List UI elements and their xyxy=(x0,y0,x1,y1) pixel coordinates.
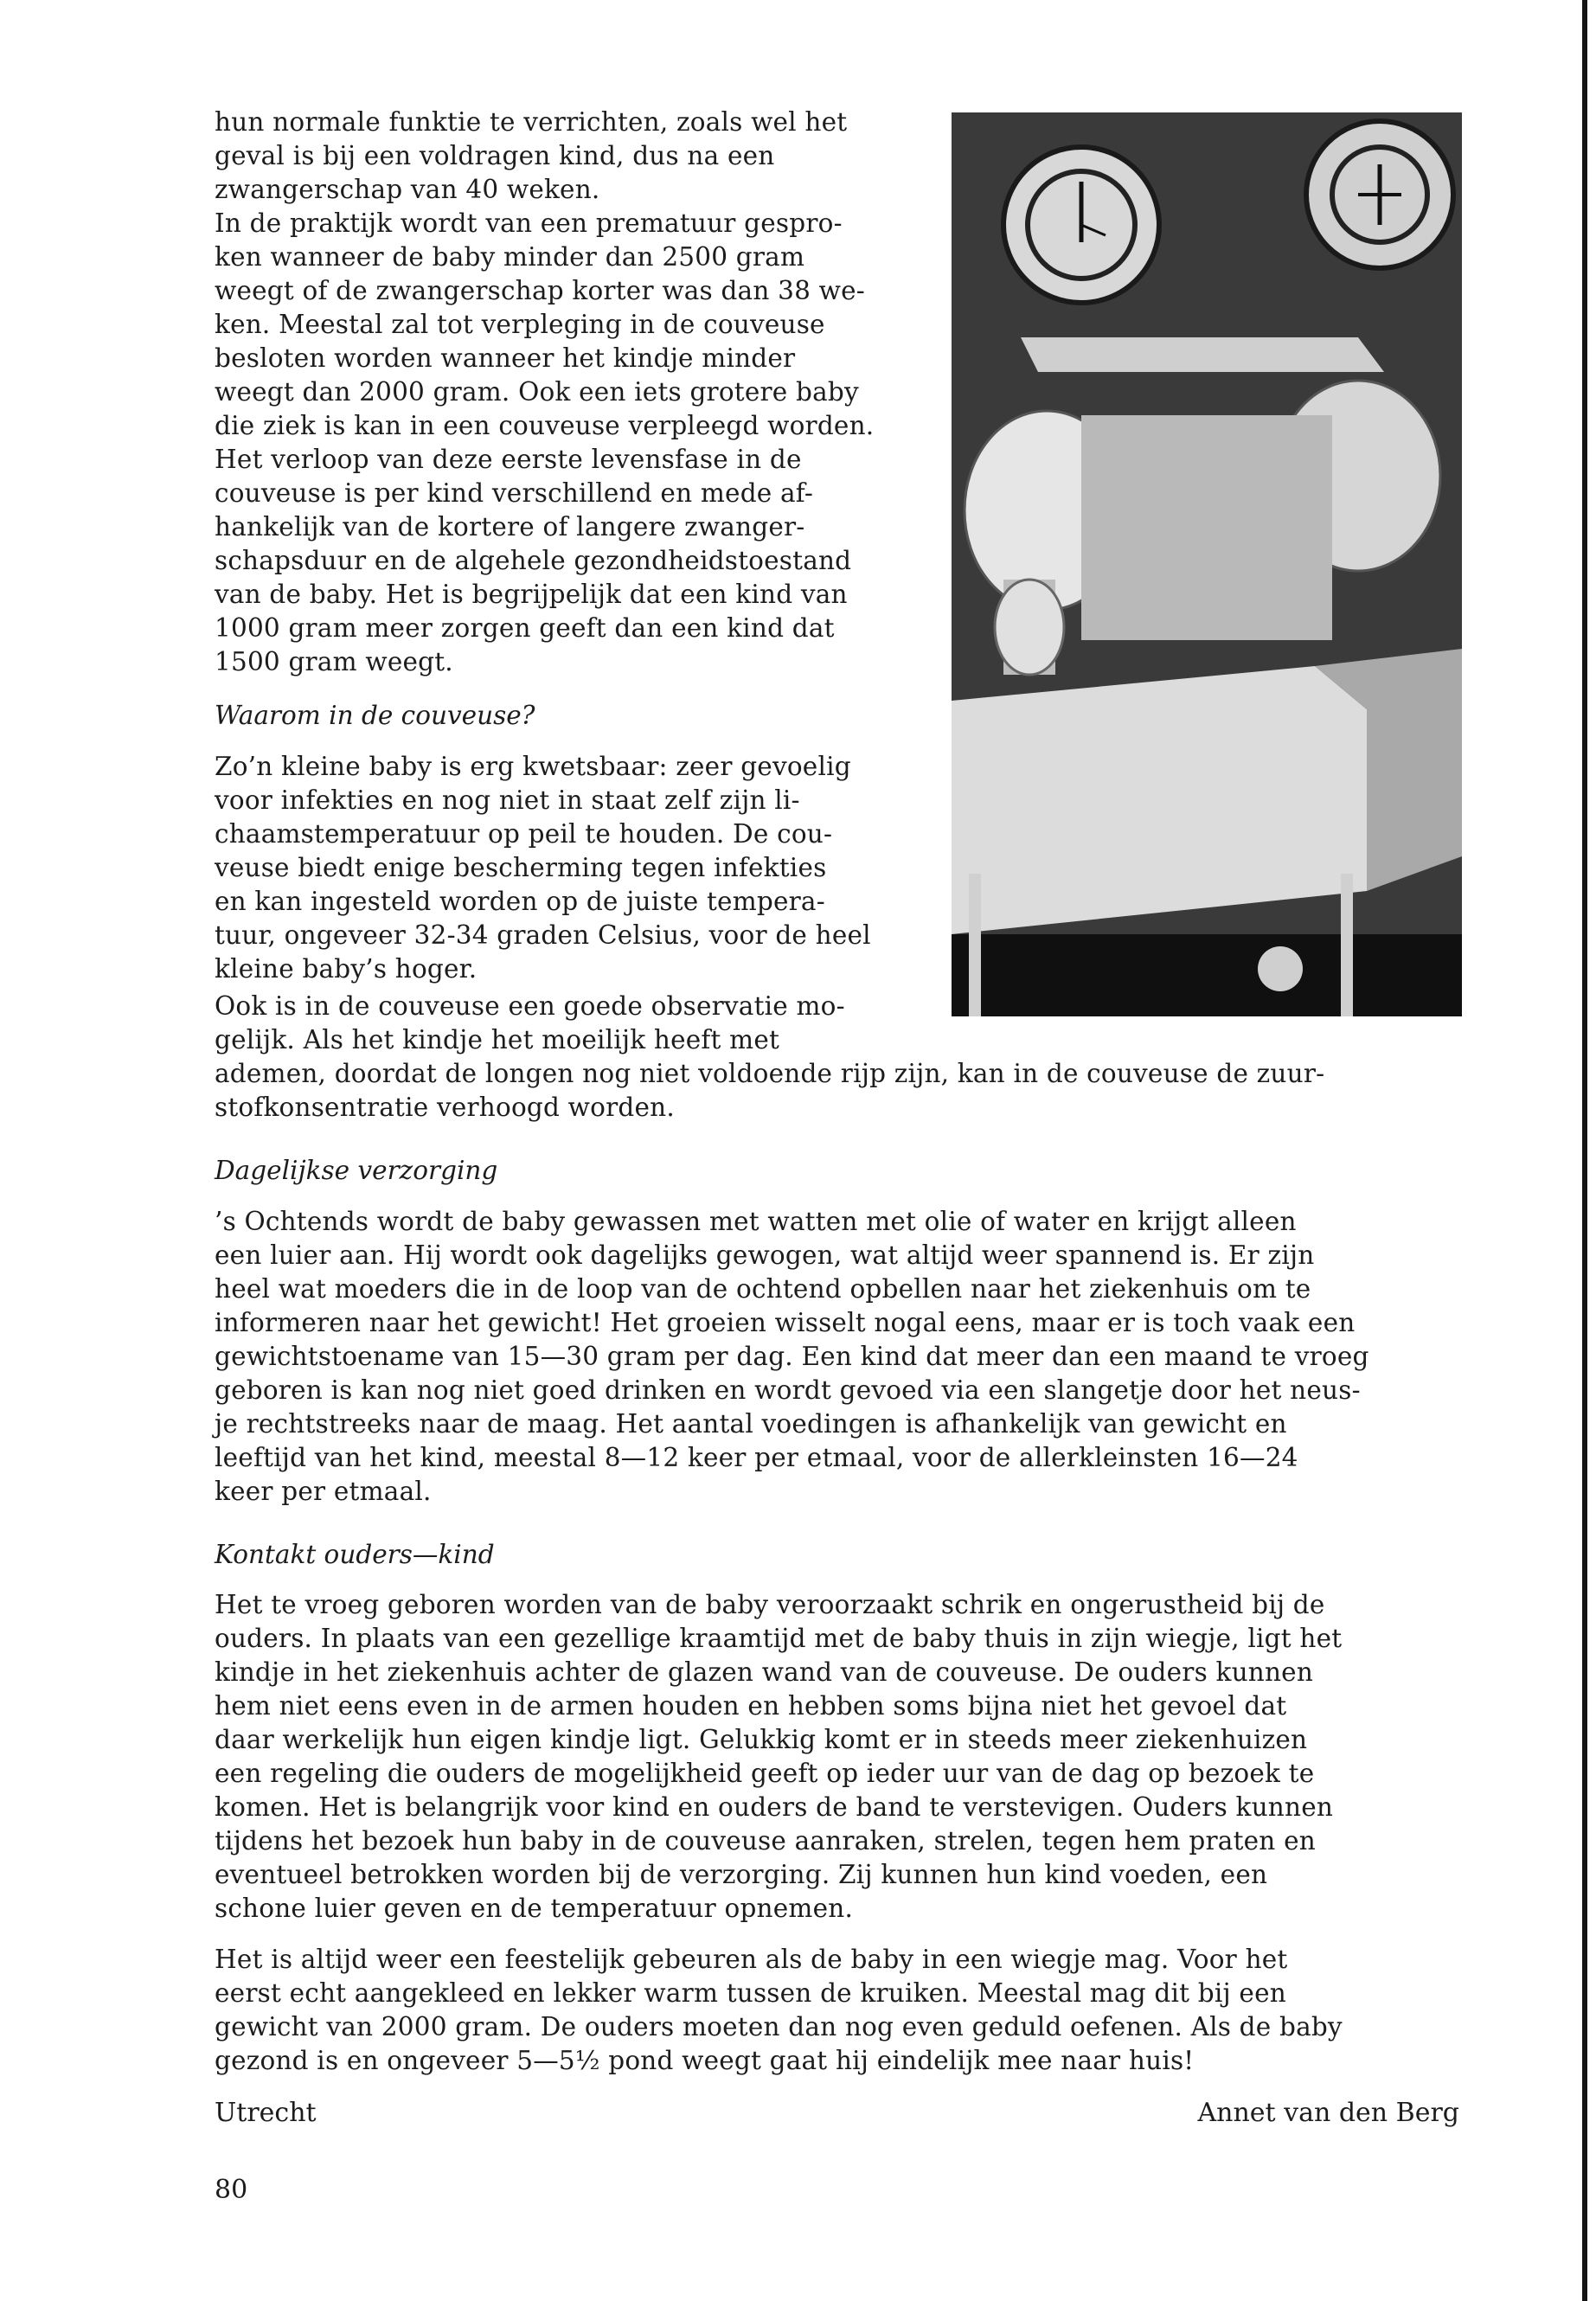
paragraph-2: Zo’n kleine baby is erg kwetsbaar: zeer gevoelig voor infekties en nog niet in staat zelf zijn li- chaamstemperatuur op peil te houden. De cou- veuse biedt enige bescherming tegen infekties en kan ingesteld worden op de juiste tempera- tuur, ongeveer 32-34 graden Celsius, voor de heel kleine baby’s hoger. xyxy=(215,752,871,984)
footer-author: Annet van den Berg xyxy=(1197,2098,1459,2128)
paragraph-4: ’s Ochtends wordt de baby gewassen met watten met olie of water en krijgt alleen een luier aan. Hij wordt ook dagelijks gewogen, wat altijd weer spannend is. Er zijn heel wat moeders die in de loop van de ochtend opbellen naar het ziekenhuis om te informeren naar het gewicht! Het groeien wisselt nogal eens, maar er is toch vaak een gewichtstoename van 15—30 gram per dag. Een kind dat meer dan een maand te vroeg geboren is kan nog niet goed drinken en wordt gevoed via een slangetje door het neus- je rechtstreeks naar de maag. Het aantal voedingen is afhankelijk van gewicht en leeftijd van het kind, meestal 8—12 keer per etmaal, voor de allerkleinsten 16—24 keer per etmaal. xyxy=(215,1207,1369,1506)
incubator-photo-drawing xyxy=(952,112,1462,1016)
paragraph-3-block-wide xyxy=(215,1057,1460,1125)
heading-dagelijkse-verzorging: Dagelijkse verzorging xyxy=(215,1156,498,1185)
page-edge-rule xyxy=(1582,0,1587,2301)
paragraph-3-part-2: ademen, doordat de longen nog niet voldoende rijp zijn, kan in de couveuse de zuur- stofkonsentratie verhoogd worden. xyxy=(215,1059,1325,1122)
paragraph-6: Het is altijd weer een feestelijk gebeuren als de baby in een wiegje mag. Voor het eerst echt aangekleed en lekker warm tussen de kruiken. Meestal mag dit bij een gewicht van 2000 gram. De ouders moeten dan nog even geduld oefenen. Als de baby gezond is en ongeveer 5—5½ pond weegt gaat hij eindelijk mee naar huis! xyxy=(215,1945,1343,2075)
incubator-photo xyxy=(952,112,1462,1016)
heading-waarom-in-de-couveuse: Waarom in de couveuse? xyxy=(215,701,535,730)
paragraph-3-part-1: Ook is in de couveuse een goede observatie mo- gelijk. Als het kindje het moeilijk heeft met xyxy=(215,991,845,1054)
heading-kontakt-ouders-kind: Kontakt ouders—kind xyxy=(215,1540,495,1569)
footer-place: Utrecht xyxy=(215,2098,317,2128)
paragraph-3-block-narrow xyxy=(215,990,924,1057)
paragraph-2-block xyxy=(215,750,924,986)
paragraph-4-block xyxy=(215,1205,1460,1509)
paragraph-6-block xyxy=(215,1943,1460,2078)
paragraph-5: Het te vroeg geboren worden van de baby veroorzaakt schrik en ongerustheid bij de ouders. In plaats van een gezellige kraamtijd met de baby thuis in zijn wiegje, ligt het kindje in het ziekenhuis achter de glazen wand van de couveuse. De ouders kunnen hem niet eens even in de armen houden en hebben soms bijna niet het gevoel dat daar werkelijk hun eigen kindje ligt. Gelukkig komt er in steeds meer ziekenhuizen een regeling die ouders de mogelijkheid geeft op ieder uur van de dag op bezoek te komen. Het is belangrijk voor kind en ouders de band te verstevigen. Ouders kunnen tijdens het bezoek hun baby in de couveuse aanraken, strelen, tegen hem praten en eventueel betrokken worden bij de verzorging. Zij kunnen hun kind voeden, een schone luier geven en de temperatuur opnemen. xyxy=(215,1590,1343,1923)
paragraph-1: hun normale funktie te verrichten, zoals wel het geval is bij een voldragen kind, dus na een zwangerschap van 40 weken. In de praktijk wordt van een prematuur gespro- ken wanneer de baby minder dan 2500 gram weegt of de zwangerschap korter was dan 38 we- ken. Meestal zal tot verpleging in de couveuse besloten worden wanneer het kindje minder weegt dan 2000 gram. Ook een iets grotere baby die ziek is kan in een couveuse verpleegd worden. Het verloop van deze eerste levensfase in de couveuse is per kind verschillend en mede af- hankelijk van de kortere of langere zwanger- schapsduur en de algehele gezondheidstoestand van de baby. Het is begrijpelijk dat een kind van 1000 gram meer zorgen geeft dan een kind dat 1500 gram weegt. xyxy=(215,107,875,676)
page-number: 80 xyxy=(215,2175,248,2205)
paragraph-1-block xyxy=(215,106,924,679)
paragraph-5-block xyxy=(215,1588,1460,1926)
